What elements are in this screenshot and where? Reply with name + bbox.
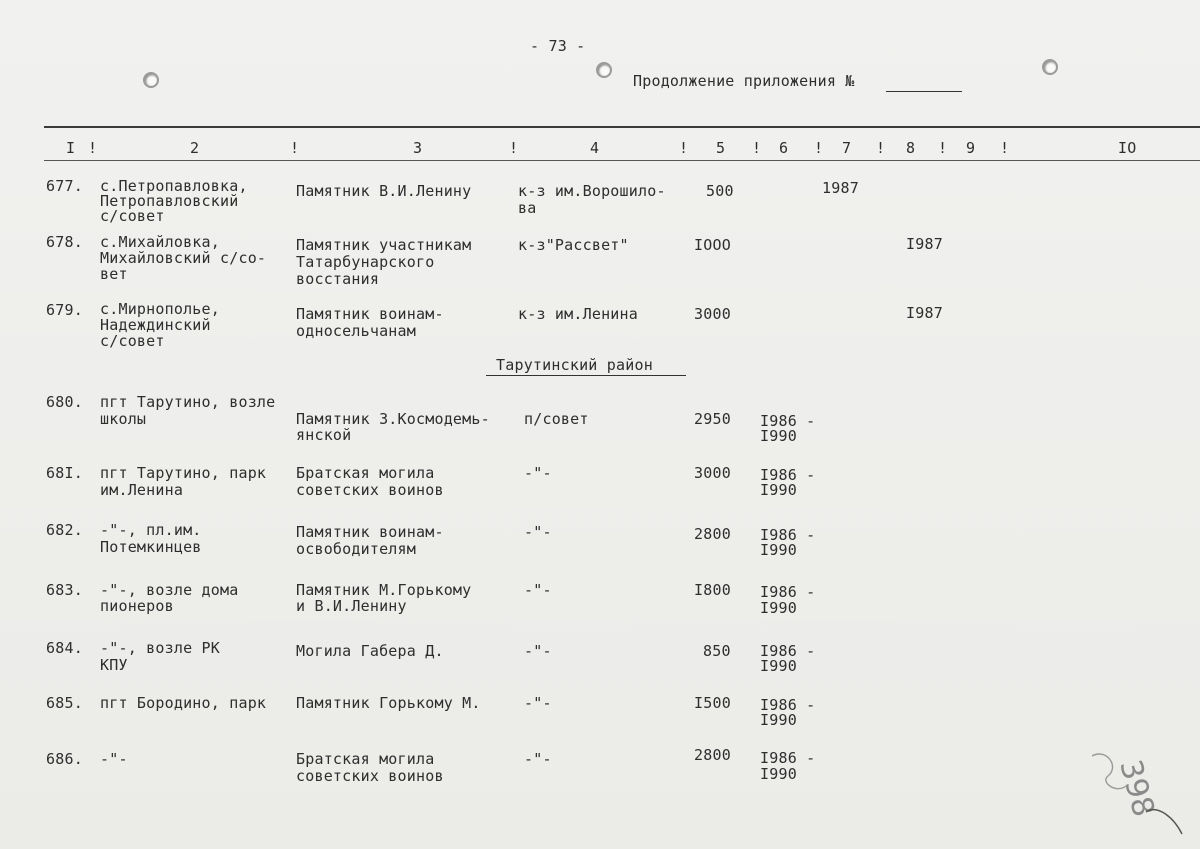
- col6-line: I986 -: [760, 526, 816, 544]
- object-line: Памятник З.Космодемь-: [296, 410, 490, 428]
- place-line: с.Петропавловка,: [100, 177, 248, 195]
- place-line: -"-, пл.им.: [100, 521, 202, 539]
- header-rule-top: [44, 126, 1200, 128]
- object-line: Памятник В.И.Ленину: [296, 182, 472, 200]
- col-separator: !: [814, 139, 824, 157]
- place-line: вет: [100, 265, 128, 283]
- col-header-10: IO: [1118, 139, 1137, 157]
- place-line: им.Ленина: [100, 481, 184, 499]
- place-line: с/совет: [100, 332, 165, 350]
- owner-line: -"-: [524, 750, 552, 768]
- col-header-7: 7: [842, 139, 852, 157]
- district-heading: Тарутинский район: [496, 356, 653, 374]
- owner-line: к-з им.Ленина: [518, 305, 638, 323]
- col6-line: I986 -: [760, 583, 816, 601]
- object-line: Братская могила: [296, 464, 435, 482]
- row-number: 683.: [46, 581, 83, 599]
- appendix-number-blank: [886, 91, 962, 92]
- page-number: - 73 -: [530, 37, 586, 55]
- col8-value: I987: [906, 304, 943, 322]
- row-number: 68I.: [46, 464, 83, 482]
- object-line: советских воинов: [296, 767, 444, 785]
- place-line: пгт Тарутино, парк: [100, 464, 267, 482]
- col-header-1: I: [66, 139, 76, 157]
- row-number: 679.: [46, 301, 83, 319]
- col-header-4: 4: [590, 139, 600, 157]
- row-number: 685.: [46, 694, 83, 712]
- col5-value: 3000: [694, 305, 731, 323]
- col-separator: !: [290, 139, 300, 157]
- object-line: односельчанам: [296, 322, 416, 340]
- col-separator: !: [938, 139, 948, 157]
- place-line: КПУ: [100, 656, 128, 674]
- col-header-8: 8: [906, 139, 916, 157]
- col6-line: I986 -: [760, 412, 816, 430]
- object-line: янской: [296, 426, 352, 444]
- object-line: Памятник участникам: [296, 236, 472, 254]
- col6-line: I986 -: [760, 642, 816, 660]
- col-header-5: 5: [716, 139, 726, 157]
- row-number: 682.: [46, 521, 83, 539]
- col6-line: I990: [760, 599, 797, 617]
- place-line: пгт Бородино, парк: [100, 694, 267, 712]
- row-number: 684.: [46, 639, 83, 657]
- place-line: с.Михайловка,: [100, 233, 220, 251]
- place-line: Михайловский с/со-: [100, 249, 267, 267]
- object-line: освободителям: [296, 540, 416, 558]
- col6-line: I986 -: [760, 466, 816, 484]
- object-line: Памятник М.Горькому: [296, 581, 472, 599]
- object-line: Памятник Горькому М.: [296, 694, 481, 712]
- object-line: советских воинов: [296, 481, 444, 499]
- object-line: Памятник воинам-: [296, 523, 444, 541]
- place-line: школы: [100, 410, 147, 428]
- col-separator: !: [679, 139, 689, 157]
- place-line: -"-, возле дома: [100, 581, 239, 599]
- owner-line: -"-: [524, 523, 552, 541]
- col-separator: !: [752, 139, 762, 157]
- owner-line: ва: [518, 199, 537, 217]
- object-line: Татарбунарского: [296, 253, 435, 271]
- place-line: -"-, возле РК: [100, 639, 220, 657]
- object-line: восстания: [296, 270, 380, 288]
- owner-line: к-з"Рассвет": [518, 236, 629, 254]
- object-line: Памятник воинам-: [296, 305, 444, 323]
- header-rule-bottom: [44, 160, 1200, 161]
- punch-hole-left: [143, 72, 159, 88]
- col7-value: 1987: [822, 179, 859, 197]
- col-separator: !: [509, 139, 519, 157]
- place-line: пгт Тарутино, возле: [100, 393, 276, 411]
- object-line: и В.И.Ленину: [296, 597, 407, 615]
- handwritten-sheet-number: [1086, 742, 1186, 842]
- col6-line: I986 -: [760, 696, 816, 714]
- col6-line: I990: [760, 657, 797, 675]
- col8-value: I987: [906, 235, 943, 253]
- col5-value: 2800: [694, 746, 731, 764]
- col5-value: 2950: [694, 410, 731, 428]
- col6-line: I990: [760, 711, 797, 729]
- col-header-2: 2: [190, 139, 200, 157]
- row-number: 686.: [46, 750, 83, 768]
- place-line: Потемкинцев: [100, 538, 202, 556]
- row-number: 678.: [46, 233, 83, 251]
- owner-line: -"-: [524, 581, 552, 599]
- object-line: Могила Габера Д.: [296, 642, 444, 660]
- owner-line: к-з им.Ворошило-: [518, 182, 666, 200]
- place-line: Петропавловский: [100, 192, 239, 210]
- continuation-title: Продолжение приложения №: [633, 72, 855, 90]
- col-separator: !: [88, 139, 98, 157]
- col6-line: I990: [760, 481, 797, 499]
- place-line: пионеров: [100, 597, 174, 615]
- punch-hole-right: [1042, 59, 1058, 75]
- place-line: -"-: [100, 750, 128, 768]
- col5-value: 500: [706, 182, 734, 200]
- col5-value: IOOO: [694, 236, 731, 254]
- col5-value: I500: [694, 694, 731, 712]
- col-header-3: 3: [413, 139, 423, 157]
- col6-line: I986 -: [760, 749, 816, 767]
- row-number: 677.: [46, 177, 83, 195]
- place-line: Надеждинский: [100, 316, 211, 334]
- district-underline: [486, 375, 686, 376]
- col5-value: 850: [703, 642, 731, 660]
- owner-line: п/совет: [524, 410, 589, 428]
- place-line: с/совет: [100, 207, 165, 225]
- col6-line: I990: [760, 427, 797, 445]
- handwritten-note-text: 398: [1112, 756, 1161, 821]
- punch-hole-middle: [596, 62, 612, 78]
- owner-line: -"-: [524, 464, 552, 482]
- col5-value: I800: [694, 581, 731, 599]
- col-separator: !: [1000, 139, 1010, 157]
- col6-line: I990: [760, 765, 797, 783]
- col-header-6: 6: [779, 139, 789, 157]
- col-header-9: 9: [966, 139, 976, 157]
- place-line: с.Мирнополье,: [100, 300, 220, 318]
- col5-value: 3000: [694, 464, 731, 482]
- row-number: 680.: [46, 393, 83, 411]
- col-separator: !: [876, 139, 886, 157]
- owner-line: -"-: [524, 694, 552, 712]
- object-line: Братская могила: [296, 750, 435, 768]
- col6-line: I990: [760, 541, 797, 559]
- col5-value: 2800: [694, 525, 731, 543]
- owner-line: -"-: [524, 642, 552, 660]
